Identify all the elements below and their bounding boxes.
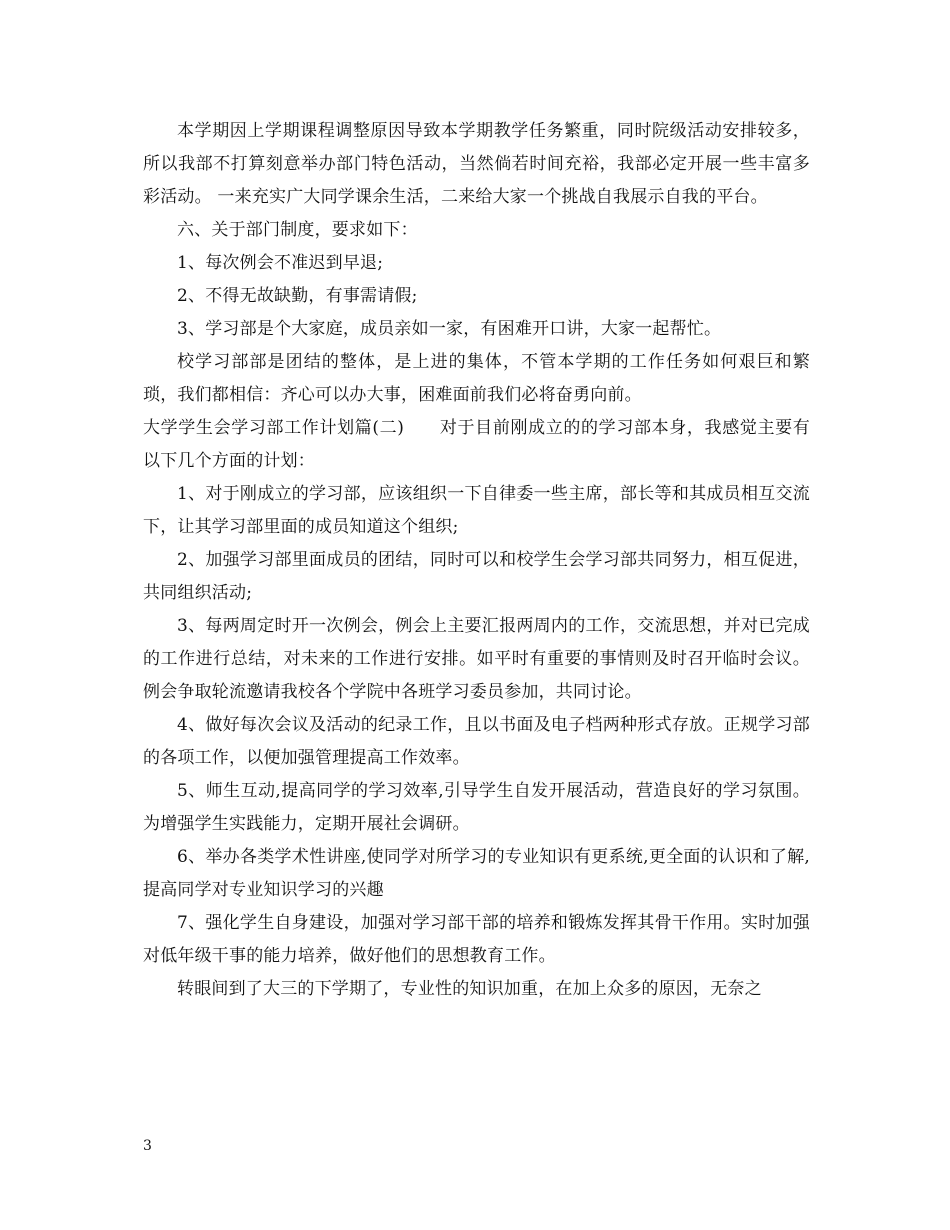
paragraph-7: 大学学生会学习部工作计划篇(二) 对于目前刚成立的的学习部本身，我感觉主要有以下几个方面的计划： (143, 418, 810, 471)
paragraph-8: 1、对于刚成立的学习部，应该组织一下自律委一些主席，部长等和其成员相互交流下，让其学习部里面的成员知道这个组织; (143, 484, 810, 537)
paragraph-12: 5、师生互动,提高同学的学习效率,引导学生自发开展活动，营造良好的学习氛围。为增强学生实践能力，定期开展社会调研。 (143, 781, 810, 834)
paragraph-6: 校学习部部是团结的整体，是上进的集体，不管本学期的工作任务如何艰巨和繁琐，我们都相信：齐心可以办大事，困难面前我们必将奋勇向前。 (143, 352, 810, 405)
paragraph-2: 六、关于部门制度，要求如下： (177, 220, 418, 240)
paragraph-1: 本学期因上学期课程调整原因导致本学期教学任务繁重，同时院级活动安排较多，所以我部不打算刻意举办部门特色活动，当然倘若时间充裕，我部必定开展一些丰富多彩活动。 一来充实广大同学课余生活，二来给大家一个挑战自我展示自我的平台。 (143, 121, 810, 207)
paragraph-11: 4、做好每次会议及活动的纪录工作，且以书面及电子档两种形式存放。正规学习部的各项工作，以便加强管理提高工作效率。 (143, 715, 810, 768)
paragraph-5: 3、学习部是个大家庭，成员亲如一家，有困难开口讲，大家一起帮忙。 (177, 319, 722, 339)
paragraph-13: 6、举办各类学术性讲座,使同学对所学习的专业知识有更系统,更全面的认识和了解,提高同学对专业知识学习的兴趣 (143, 847, 810, 900)
paragraph-14: 7、强化学生自身建设，加强对学习部干部的培养和锻炼发挥其骨干作用。实时加强对低年级干事的能力培养，做好他们的思想教育工作。 (143, 913, 810, 966)
paragraph-4: 2、不得无故缺勤，有事需请假; (177, 286, 418, 306)
paragraph-3: 1、每次例会不准迟到早退; (177, 253, 384, 273)
page-number: 3 (143, 1138, 152, 1154)
paragraph-10: 3、每两周定时开一次例会，例会上主要汇报两周内的工作，交流思想，并对已完成的工作进行总结，对未来的工作进行安排。如平时有重要的事情则及时召开临时会议。例会争取轮流邀请我校各个学院中各班学习委员参加，共同讨论。 (143, 616, 810, 702)
paragraph-15: 转眼间到了大三的下学期了，专业性的知识加重，在加上众多的原因，无奈之 (177, 979, 762, 999)
document-body (143, 115, 810, 1006)
paragraph-9: 2、加强学习部里面成员的团结，同时可以和校学生会学习部共同努力，相互促进，共同组织活动; (143, 550, 810, 603)
